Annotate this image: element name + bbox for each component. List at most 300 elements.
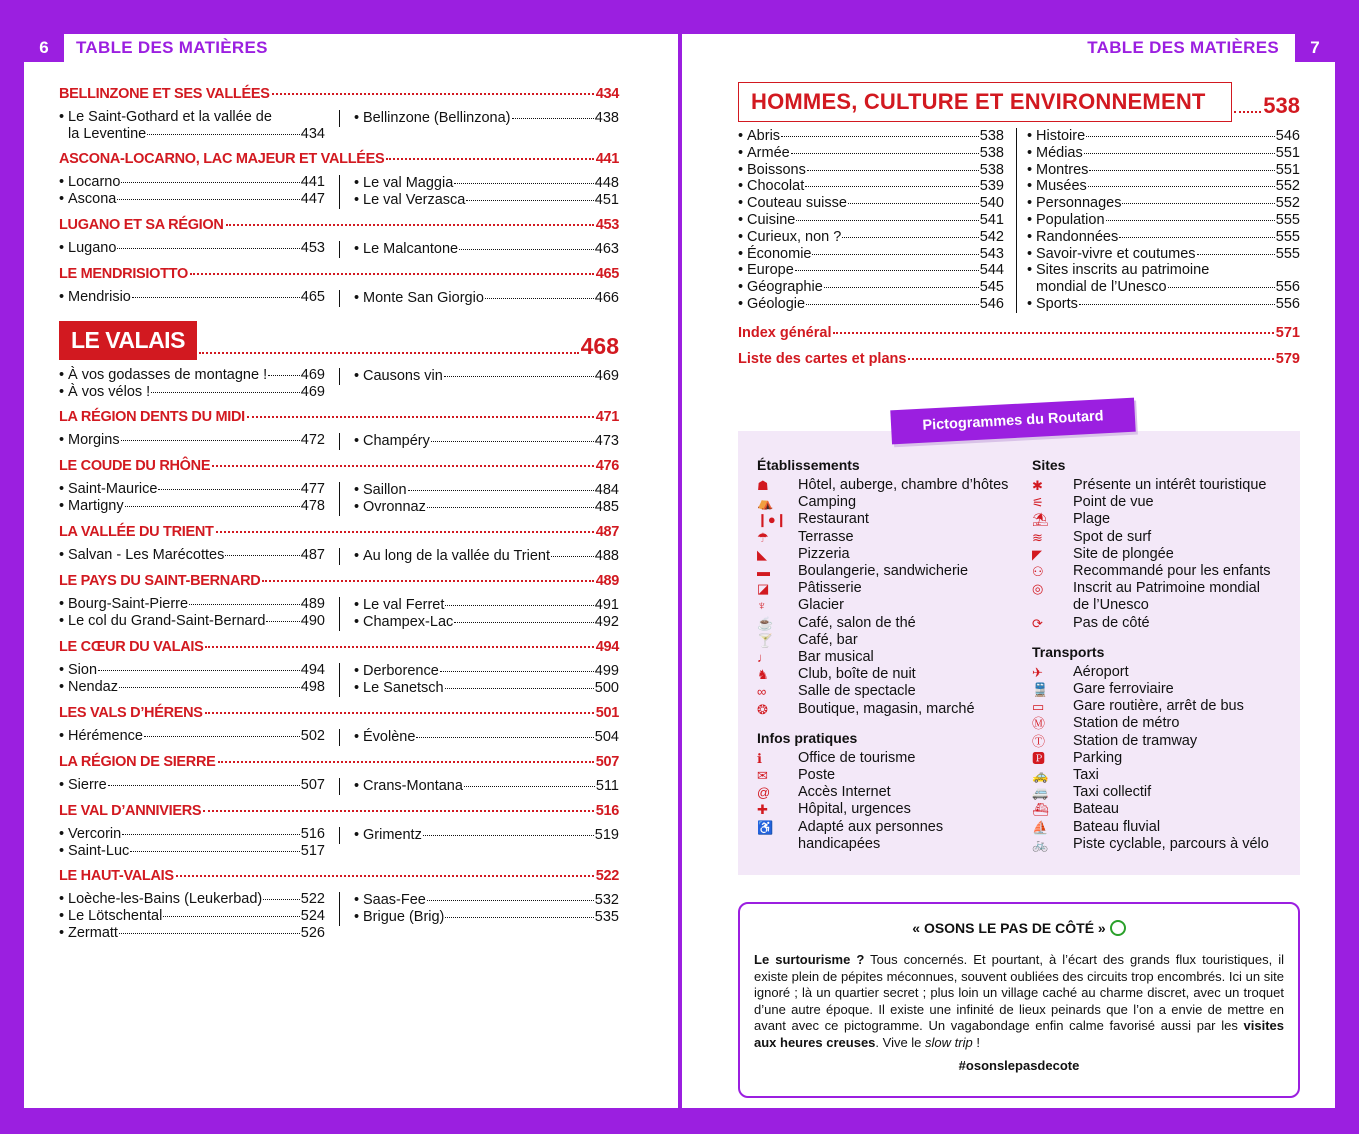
pictogram-label-line: Hôtel, auberge, chambre d’hôtes (798, 477, 1009, 493)
pictogram-label (798, 767, 1017, 784)
toc-entry[interactable] (1027, 162, 1300, 179)
leader-dots (205, 646, 593, 648)
cafe-bar-icon: 🍸 (757, 632, 774, 648)
entry-page: 469 (300, 384, 325, 400)
toc-entry[interactable] (59, 174, 325, 191)
leader-dots (1079, 304, 1275, 305)
hommes-title: HOMMES, CULTURE ET ENVIRONNEMENT (738, 82, 1232, 122)
hommes-page: 538 (1263, 93, 1300, 118)
pictogram-label-line: Boutique, magasin, marché (798, 700, 975, 717)
pictogram-item (1032, 529, 1292, 546)
toc-entry[interactable] (1027, 296, 1300, 313)
toc-entry[interactable] (59, 191, 325, 208)
entry-page: 552 (1275, 195, 1300, 212)
cartes-link[interactable] (738, 351, 1300, 367)
leader-dots (824, 287, 979, 288)
toc-entry[interactable] (354, 290, 619, 307)
entry-block (1036, 262, 1300, 296)
toc-entry[interactable] (59, 891, 325, 908)
entry-name: Montres (1036, 161, 1089, 178)
entry-page: 526 (300, 925, 325, 941)
toc-entry[interactable] (738, 178, 1004, 195)
toc-entry[interactable] (59, 240, 325, 257)
pictogram-label-line: Station de tramway (1073, 732, 1198, 749)
toc-entry[interactable] (354, 548, 619, 565)
leader-dots (427, 507, 594, 508)
leader-dots (98, 670, 300, 671)
entry-name: Lugano (68, 240, 117, 256)
entry-name: Monte San Giorgio (363, 290, 484, 306)
toc-entry[interactable] (59, 613, 325, 630)
leader-dots (268, 375, 300, 376)
parking-icon: 🅿 (1032, 750, 1046, 766)
bullet: • (1027, 161, 1033, 178)
toc-entry[interactable] (354, 499, 619, 516)
leader-dots (189, 604, 300, 605)
pictogram-item (757, 819, 1017, 853)
bullet: • (59, 891, 65, 907)
toc-entry[interactable] (354, 241, 619, 258)
pictogram-label-line: Site de plongée (1073, 545, 1174, 562)
pictogram-label (1073, 563, 1292, 580)
section-entries (59, 826, 619, 860)
leader-dots (431, 441, 594, 442)
entries-column-1 (59, 481, 325, 516)
entry-name: Abris (747, 128, 781, 144)
pictogram-item (1032, 836, 1292, 853)
toc-entry[interactable] (1027, 145, 1300, 162)
pictogram-item (1032, 715, 1292, 732)
entry-page: 490 (300, 613, 325, 629)
section-title: LE HAUT-VALAIS (59, 868, 174, 884)
entries-column-2 (339, 175, 619, 209)
entry-name: Géographie (747, 279, 823, 296)
bullet: • (59, 596, 65, 612)
entries-column-1 (59, 432, 325, 450)
toc-entry[interactable] (354, 909, 619, 926)
bullet: • (354, 729, 360, 745)
entry-name: Médias (1036, 144, 1083, 161)
toc-entry[interactable] (1027, 262, 1300, 296)
entry-name: Brigue (Brig) (363, 909, 445, 925)
right-header (682, 34, 1335, 62)
toc-entry[interactable] (59, 498, 325, 515)
leader-dots (266, 621, 299, 622)
pictogram-label (1073, 801, 1292, 818)
pictogram-label-line: Point de vue (1073, 494, 1154, 511)
toc-entry[interactable] (1027, 178, 1300, 195)
section-heading[interactable] (59, 151, 619, 167)
toc-entry[interactable] (1027, 195, 1300, 212)
entry-page: 552 (1275, 178, 1300, 195)
pictogram-label-line: Taxi collectif (1073, 784, 1152, 801)
train-icon: 🚆 (1032, 682, 1049, 698)
camping-icon: ⛺ (757, 495, 774, 511)
toc-entry[interactable] (59, 843, 325, 860)
section-heading[interactable] (59, 217, 619, 233)
pictogram-label (1073, 698, 1292, 715)
entry-page: 494 (300, 662, 325, 678)
pictogram-label-line: Club, boîte de nuit (798, 666, 916, 683)
leader-dots (795, 270, 979, 271)
toc-entry[interactable] (354, 680, 619, 697)
pictogram-label-line: Salle de spectacle (798, 683, 916, 700)
bullet: • (738, 279, 744, 296)
entry-page: 555 (1275, 211, 1300, 228)
entry-page: 438 (594, 110, 619, 126)
handicap-icon: ♿ (757, 819, 774, 835)
aeroport-icon: ✈ (1032, 664, 1043, 680)
bullet: • (59, 925, 65, 941)
toc-entry[interactable] (1027, 128, 1300, 145)
pictogram-label-line: Taxi (1073, 767, 1099, 784)
spacer (757, 718, 1017, 730)
toc-entry[interactable] (59, 384, 325, 401)
toc-entry[interactable] (1027, 229, 1300, 246)
section-title: LES VALS D’HÉRENS (59, 705, 203, 721)
entry-name: Locarno (68, 174, 121, 190)
toc-entry[interactable] (1027, 212, 1300, 229)
pictogram-label-line: Pâtisserie (798, 580, 862, 597)
pictogram-label-line: Pas de côté (1073, 614, 1150, 631)
left-table-of-contents (59, 78, 619, 944)
entry-name: Boissons (747, 161, 806, 178)
section-heading[interactable] (59, 458, 619, 474)
toc-entry[interactable] (59, 728, 325, 745)
toc-entry[interactable] (354, 827, 619, 844)
pictogram-item (757, 529, 1017, 546)
pictogram-label-line: Gare ferroviaire (1073, 681, 1174, 698)
toc-entry[interactable] (59, 908, 325, 925)
entry-name: Cuisine (747, 211, 796, 228)
entry-page: 448 (594, 175, 619, 191)
point-de-vue-icon: ⚟ (1032, 495, 1044, 511)
entries-column-2 (339, 110, 619, 127)
toc-entry[interactable] (354, 110, 619, 127)
info-icon: ℹ (757, 750, 762, 766)
entry-name: Bourg-Saint-Pierre (68, 596, 189, 612)
toc-entry[interactable] (354, 729, 619, 746)
hommes-heading[interactable] (738, 82, 1300, 122)
osons-mid: . Vive le (875, 1034, 926, 1050)
pictogram-item (757, 563, 1017, 580)
bateau-icon: ⛴ (1032, 802, 1049, 818)
osons-italic: slow trip (925, 1034, 973, 1050)
entry-name: Économie (747, 245, 812, 262)
toc-entry[interactable] (59, 679, 325, 696)
toc-entry[interactable] (738, 229, 1004, 246)
entries-column-1 (59, 662, 325, 697)
bullet: • (59, 679, 65, 695)
toc-entry[interactable] (59, 777, 325, 794)
entry-page: 478 (300, 498, 325, 514)
pictogram-label (798, 494, 1017, 511)
toc-entry[interactable] (354, 192, 619, 209)
pictogram-category: Transports (1032, 643, 1105, 660)
section-entries (59, 662, 619, 697)
entry-name: Saas-Fee (363, 892, 426, 908)
entry-page: 517 (300, 843, 325, 859)
pictogram-item (757, 701, 1017, 718)
tram-icon: Ⓣ (1032, 733, 1046, 749)
bullet: • (738, 178, 744, 195)
entry-page: 488 (594, 548, 619, 564)
entry-name: Nendaz (68, 679, 118, 695)
toc-entry[interactable] (738, 296, 1004, 313)
toc-entry[interactable] (59, 289, 325, 306)
leader-dots (272, 93, 594, 95)
bullet: • (354, 548, 360, 564)
toc-entry[interactable] (354, 368, 619, 385)
bullet: • (1027, 262, 1033, 279)
section-heading[interactable] (59, 524, 619, 540)
index-page: 571 (1275, 324, 1300, 341)
toc-entry[interactable] (738, 262, 1004, 279)
toc-entry[interactable] (1027, 246, 1300, 263)
section-heading[interactable] (59, 803, 619, 819)
leader-dots (423, 835, 594, 836)
pictogram-item (1032, 750, 1292, 767)
pictogram-item (1032, 698, 1292, 715)
entry-name: Mendrisio (68, 289, 131, 305)
section-heading[interactable] (59, 754, 619, 770)
section-title: LE MENDRISIOTTO (59, 266, 188, 282)
leader-dots (163, 916, 299, 917)
pictogram-item (1032, 494, 1292, 511)
entry-page: 492 (594, 614, 619, 630)
entry-name: Au long de la vallée du Trient (363, 548, 551, 564)
toc-entry[interactable] (738, 246, 1004, 263)
toc-entry[interactable] (354, 482, 619, 499)
entry-page: 524 (300, 908, 325, 924)
entry-page: 499 (594, 663, 619, 679)
entry-page: 477 (300, 481, 325, 497)
toc-entry[interactable] (354, 892, 619, 909)
pictogram-item (757, 784, 1017, 801)
osons-title-text: « OSONS LE PAS DE CÔTÉ » (912, 920, 1106, 936)
leader-dots (218, 761, 594, 763)
toc-entry[interactable] (354, 778, 619, 795)
pictogram-label-line: Plage (1073, 511, 1111, 528)
pictogram-item (1032, 563, 1292, 580)
surf-icon: ≋ (1032, 529, 1043, 545)
pictogram-label (798, 750, 1017, 767)
toc-entry[interactable] (738, 279, 1004, 296)
entry-name: Saillon (363, 482, 407, 498)
leader-dots (848, 203, 979, 204)
toc-entry[interactable] (354, 597, 619, 614)
entry-page: 453 (300, 240, 325, 256)
section-title: LE VAL D’ANNIVIERS (59, 803, 202, 819)
leader-dots (805, 186, 979, 187)
left-header-title: TABLE DES MATIÈRES (76, 38, 268, 57)
toc-entry[interactable] (738, 195, 1004, 212)
toc-entry[interactable] (354, 433, 619, 450)
pictogram-label (798, 597, 1017, 614)
entry-page: 451 (594, 192, 619, 208)
bus-icon: ▭ (1032, 699, 1045, 715)
pictogram-label-line: Station de métro (1073, 715, 1180, 732)
entry-page: 502 (300, 728, 325, 744)
entry-name: Le col du Grand-Saint-Bernard (68, 613, 266, 629)
section-heading[interactable] (59, 266, 619, 282)
pictogram-label (1073, 715, 1292, 732)
leader-dots (807, 170, 979, 171)
leader-dots (512, 118, 594, 119)
leader-dots (908, 358, 1273, 360)
leader-dots (408, 490, 594, 491)
entries-column-2 (339, 241, 619, 258)
toc-entry[interactable] (59, 596, 325, 613)
section-heading[interactable] (59, 573, 619, 589)
section-title: LA RÉGION DENTS DU MIDI (59, 409, 245, 425)
pictogram-label (1073, 494, 1292, 511)
section-heading[interactable] (59, 868, 619, 884)
pictogram-label-line: Présente un intérêt touristique (1073, 477, 1267, 493)
pictogram-label-line: Bateau (1073, 801, 1119, 818)
leader-dots (806, 304, 979, 305)
bullet: • (354, 892, 360, 908)
pictogram-item (757, 767, 1017, 784)
entry-name: Derborence (363, 663, 439, 679)
cafe-salon-icon: ☕ (757, 615, 774, 631)
entry-name: Géologie (747, 295, 806, 312)
leader-dots (151, 392, 300, 393)
bullet: • (738, 195, 744, 212)
pictogram-item (757, 649, 1017, 666)
velo-icon: 🚲 (1032, 836, 1049, 852)
entry-page: 507 (300, 777, 325, 793)
toc-entry[interactable] (354, 175, 619, 192)
section-page: 522 (595, 868, 619, 884)
entry-name: Morgins (68, 432, 120, 448)
bullet: • (1027, 144, 1033, 161)
entry-page: 541 (979, 211, 1004, 228)
leader-dots (466, 200, 593, 201)
entry-name: Ovronnaz (363, 499, 426, 515)
entries-column-2 (339, 368, 619, 385)
leader-dots (108, 785, 300, 786)
pictogram-item (757, 801, 1017, 818)
pictogram-label-line: Camping (798, 494, 857, 511)
toc-entry[interactable] (738, 212, 1004, 229)
entry-page: 540 (979, 195, 1004, 212)
bullet: • (1027, 228, 1033, 245)
toc-entry[interactable] (738, 162, 1004, 179)
toc-entry[interactable] (59, 547, 325, 564)
toc-entry[interactable] (354, 663, 619, 680)
entry-page: 487 (300, 547, 325, 563)
entry-name: Sports (1036, 295, 1078, 312)
section-page: 441 (595, 151, 619, 167)
bullet: • (59, 547, 65, 563)
boutique-icon: ❂ (757, 701, 768, 717)
pictogram-label-line: Café, bar (798, 631, 858, 648)
leader-dots (812, 254, 978, 255)
osons-body: Tous concernés. Et pourtant, à l’écart des grands flux touristiques, il existe plein de pépites méconnues, souvent oubliées des circuits trop encombrés. Ici un site ignoré ; là un quartier secret ; plus loin un village caché au charme discret, avec un troquet d’une autre époque. Il existe une infinité de lieux peinards que l’on a envie de mettre en avant avec ce pictogramme. Un vagabondage enfin calme favorisé aussi par les (754, 952, 1284, 1034)
entry-name-2: la Leventine (68, 126, 147, 142)
toc-entry[interactable] (738, 128, 1004, 145)
section-heading[interactable] (59, 639, 619, 655)
pictogram-label (798, 666, 1017, 683)
entries-column-2 (339, 597, 619, 631)
pictogram-item (757, 546, 1017, 563)
pictogram-item (757, 580, 1017, 597)
entries-column-2 (339, 433, 619, 450)
toc-entry[interactable] (59, 481, 325, 498)
patisserie-icon: ◪ (757, 581, 770, 597)
leader-dots (144, 736, 300, 737)
toc-entry[interactable] (354, 614, 619, 631)
bullet: • (354, 482, 360, 498)
index-link[interactable] (738, 325, 1300, 341)
section-page: 487 (595, 524, 619, 540)
toc-entry[interactable] (59, 662, 325, 679)
entry-page: 544 (979, 262, 1004, 279)
valais-heading[interactable] (59, 321, 619, 360)
section-heading[interactable] (59, 409, 619, 425)
leader-dots (1088, 186, 1275, 187)
entry-page: 555 (1275, 228, 1300, 245)
plage-icon: ⛱ (1032, 512, 1049, 528)
toc-entry[interactable] (59, 925, 325, 942)
section-title: ASCONA-LOCARNO, LAC MAJEUR ET VALLÉES (59, 151, 385, 167)
entry-page: 556 (1275, 295, 1300, 312)
pictogram-label-line-2: handicapées (798, 835, 881, 852)
bullet: • (738, 245, 744, 262)
bullet: • (738, 211, 744, 228)
bullet: • (354, 290, 360, 306)
hommes-column-1 (738, 128, 1004, 313)
pas-de-cote-icon: ⟳ (1032, 615, 1043, 631)
leader-dots (176, 875, 594, 877)
boulangerie-icon: ▬ (757, 564, 770, 580)
leader-dots (551, 556, 594, 557)
entry-name: Martigny (68, 498, 124, 514)
entry-page: 551 (1275, 144, 1300, 161)
section-heading[interactable] (59, 705, 619, 721)
cartes-label: Liste des cartes et plans (738, 350, 907, 367)
toc-entry[interactable] (59, 367, 325, 384)
toc-entry[interactable] (59, 109, 325, 143)
bullet: • (59, 191, 65, 207)
entry-page: 447 (300, 191, 325, 207)
leader-dots (226, 224, 594, 226)
pictogram-label-line: Café, salon de thé (798, 614, 916, 631)
pictogram-label (798, 563, 1017, 580)
section-heading[interactable] (59, 86, 619, 102)
section-page: 507 (595, 754, 619, 770)
entry-page: 551 (1275, 161, 1300, 178)
toc-entry[interactable] (738, 145, 1004, 162)
leader-dots (1106, 220, 1275, 221)
entry-page: 500 (594, 680, 619, 696)
toc-entry[interactable] (59, 432, 325, 449)
entries-column-1 (59, 289, 325, 307)
pictogram-label (798, 649, 1017, 666)
leader-dots (781, 136, 979, 137)
entry-name: À vos vélos ! (68, 384, 151, 400)
pictogram-label-line: Office de tourisme (798, 749, 916, 766)
entry-name: Vercorin (68, 826, 122, 842)
toc-entry[interactable] (59, 826, 325, 843)
entry-name: Causons vin (363, 368, 443, 384)
entry-page: 522 (300, 891, 325, 907)
section-entries (59, 109, 619, 143)
pictogram-label-line: Pizzeria (798, 545, 850, 562)
entry-page: 511 (595, 778, 619, 794)
internet-icon: @ (757, 785, 771, 801)
